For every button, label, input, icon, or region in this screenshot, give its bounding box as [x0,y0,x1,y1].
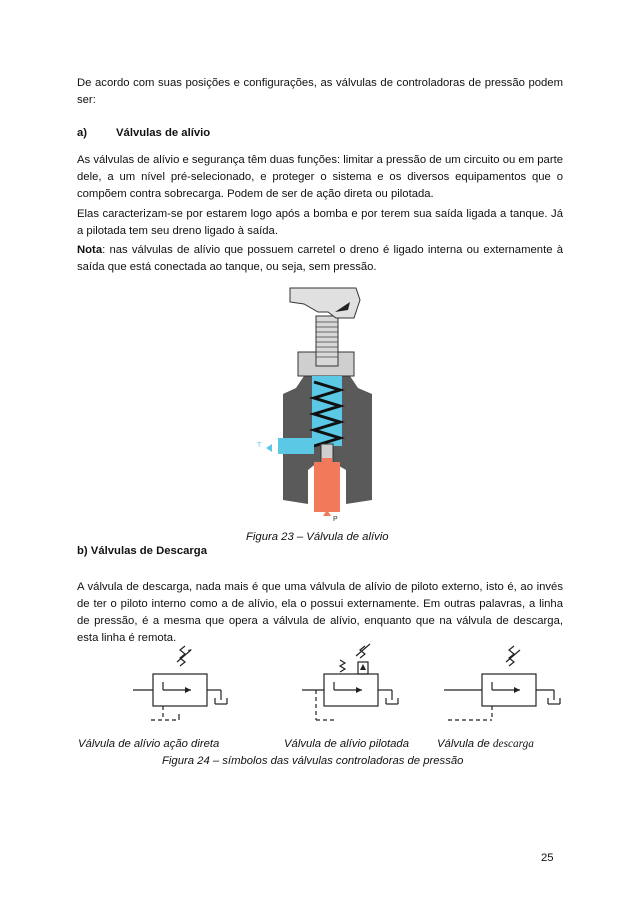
paragraph-relief-functions: As válvulas de alívio e segurança têm duas funções: limitar a pressão de um circuito ou em parte dele, a um nível pré-selecionado, e proteger o sistema e os diversos equipamentos que o compõem contra sobrecarga. Podem de ser de ação direta ou pilotada. [77,154,564,200]
section-a-title: Válvulas de alívio [116,127,211,139]
section-b-title: b) Válvulas de Descarga [77,545,207,557]
figure-23-caption: Figura 23 – Válvula de alívio [246,531,389,543]
symbol-label-unloading [437,738,534,750]
section-a-label: a) [77,127,88,139]
paragraph-unloading-valve: A válvula de descarga, nada mais é que uma válvula de alívio de piloto externo, isto é, ao invés de ter o piloto interno como a de alívio, ela o possui externamente. Em outras palavras, a linha de pressão, é a mesma que opera a válvula de alívio, enquanto que na válvula de descarga, esta linha é remota. [77,581,563,644]
valve-symbol-direct [125,648,265,728]
note-label: Nota [77,244,103,256]
valve-symbol-unloading [436,648,586,728]
paragraph-relief-location: Elas caracterizam-se por estarem logo após a bomba e por terem sua saída ligada a tanque. Já a pilotada tem seu dreno ligado à saída. [77,208,563,237]
valve-symbol-piloted [296,648,436,728]
page-number: 25 [541,852,554,864]
symbol-label-piloted: Válvula de alívio pilotada [284,738,409,750]
symbol-label-unloading-suffix: descarga [492,738,534,750]
symbol-label-unloading-prefix: Válvula de [437,738,493,750]
pressure-port-label: P [333,516,338,523]
note-text: : nas válvulas de alívio que possuem carretel o dreno é ligado interna ou externamente à saída que está conectada ao tanque, ou seja, sem pressão. [77,244,563,273]
figure-24-caption: Figura 24 – símbolos das válvulas controladoras de pressão [162,755,464,767]
intro-paragraph: De acordo com suas posições e configurações, as válvulas de controladoras de pressão podem ser: [77,77,563,106]
symbol-label-direct: Válvula de alívio ação direta [78,738,220,750]
tank-port-label: T [257,442,262,449]
